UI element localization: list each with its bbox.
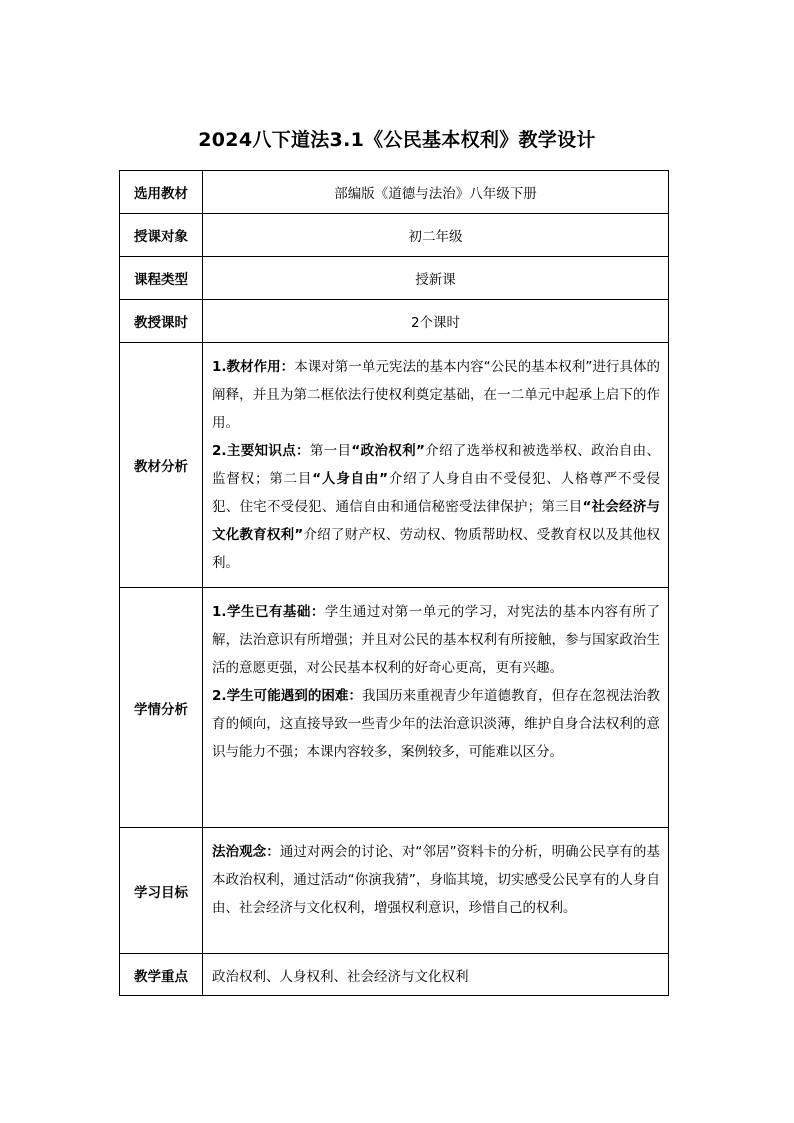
analysis-p2-text: 介绍了财产权、劳动权、物质帮助权、受教育权以及其他权利。 [212, 527, 661, 571]
table-row [120, 828, 669, 954]
students-content [203, 588, 669, 828]
course-type-value: 授新课 [203, 257, 669, 300]
analysis-p1-text: 本课对第一单元宪法的基本内容“公民的基本权利”进行具体的阐释，并且为第二框依法行使权利奠定基础，在一二单元中起承上启下的作用。 [212, 359, 660, 431]
lesson-plan-table [119, 170, 669, 996]
students-paragraph-2 [212, 682, 660, 766]
analysis-p1-heading: 1.教材作用： [212, 359, 295, 375]
row-label: 选用教材 [120, 171, 203, 214]
analysis-keyword: “人身自由” [312, 471, 389, 487]
key-points-value: 政治权利、人身权利、社会经济与文化权利 [203, 954, 669, 996]
objectives-heading: 法治观念： [212, 844, 280, 860]
table-row [120, 214, 669, 257]
objectives-paragraph [212, 838, 660, 922]
table-row [120, 588, 669, 828]
analysis-p2-text: 介绍了选举权和被选举权、政治自由、监督权；第二目 [212, 443, 661, 487]
objectives-content [203, 828, 669, 954]
table-row [120, 343, 669, 588]
analysis-p2-text: 介绍了人身自由不受侵犯、人格尊严不受侵犯、住宅不受侵犯、通信自由和通信秘密受法律保护；第三目 [212, 471, 661, 515]
table-row [120, 954, 669, 996]
document-title: 2024八下道法3.1《公民基本权利》教学设计 [198, 129, 596, 151]
analysis-content [203, 343, 669, 588]
row-label: 学情分析 [120, 588, 203, 828]
row-label: 授课对象 [120, 214, 203, 257]
students-paragraph-1 [212, 598, 660, 682]
analysis-paragraph-1 [212, 353, 660, 437]
analysis-keyword: “社会经济与文化教育权利” [212, 499, 661, 543]
analysis-paragraph-2 [212, 437, 660, 577]
row-label: 教授课时 [120, 300, 203, 343]
objectives-text: 通过对两会的讨论、对“邻居”资料卡的分析，明确公民享有的基本政治权利，通过活动“你演我猜”，身临其境，切实感受公民享有的人身自由、社会经济与文化权利，增强权利意识，珍惜自己的权利。 [212, 844, 660, 916]
students-p2-text: 我国历来重视青少年道德教育，但存在忽视法治教育的倾向，这直接导致一些青少年的法治意识淡薄，维护自身合法权利的意识与能力不强；本课内容较多，案例较多，可能难以区分。 [212, 688, 660, 760]
table-row [120, 257, 669, 300]
students-p1-text: 学生通过对第一单元的学习，对宪法的基本内容有所了解，法治意识有所增强；并且对公民的基本权利有所接触，参与国家政治生活的意愿更强，对公民基本权利的好奇心更高，更有兴趣。 [212, 604, 660, 676]
students-p2-heading: 2.学生可能遇到的困难： [212, 688, 363, 704]
analysis-keyword: “政治权利” [351, 443, 425, 459]
row-label: 学习目标 [120, 828, 203, 954]
analysis-p2-heading: 2.主要知识点： [212, 443, 310, 459]
hours-value: 2个课时 [203, 300, 669, 343]
row-label: 教学重点 [120, 954, 203, 996]
row-label: 课程类型 [120, 257, 203, 300]
audience-value: 初二年级 [203, 214, 669, 257]
table-row [120, 300, 669, 343]
row-label: 教材分析 [120, 343, 203, 588]
textbook-value: 部编版《道德与法治》八年级下册 [203, 171, 669, 214]
table-row [120, 171, 669, 214]
analysis-p2-text: 第一目 [309, 443, 352, 459]
students-p1-heading: 1.学生已有基础： [212, 604, 325, 620]
